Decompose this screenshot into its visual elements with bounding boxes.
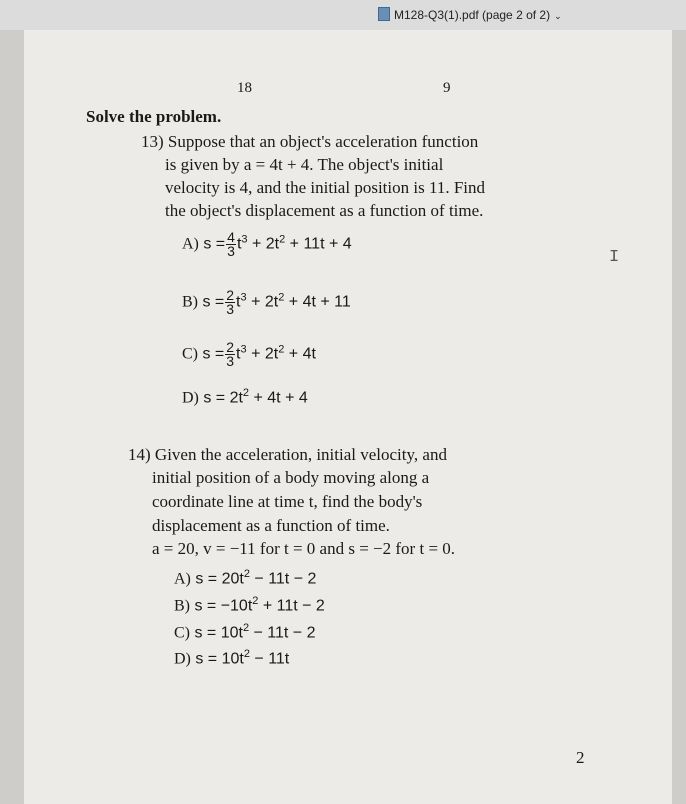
window-titlebar <box>0 0 686 31</box>
option-letter: B) <box>174 597 190 615</box>
q13-option-b: B) s = $\frac{2}{3}$ $t^3 + 2t^2 + 4t + 11$ <box>182 287 351 317</box>
q13-option-c: C) s = $\frac{2}{3}$ $t^3 + 2t^2 + 4t$ <box>182 339 316 369</box>
section-heading: Solve the problem. <box>86 107 222 126</box>
q14-option-a: A) $s = 20t^2 - 11t - 2$ <box>174 568 317 588</box>
option-letter: B) <box>182 293 198 311</box>
prev-page-number-right: 9 <box>443 80 451 96</box>
document-title-text: M128-Q3(1).pdf (page 2 of 2) <box>394 8 551 22</box>
option-letter: C) <box>174 624 190 642</box>
q14-line-2: initial position of a body moving along a <box>152 468 430 487</box>
q14-given: a = 20, v = −11 for t = 0 and s = −2 for t = 0. <box>152 539 456 558</box>
text-cursor-icon: I <box>609 248 620 267</box>
viewer-right-gutter <box>672 30 686 804</box>
q14-line-4: displacement as a function of time. <box>152 516 390 535</box>
viewer-left-gutter <box>0 30 24 804</box>
pdf-page <box>24 30 672 804</box>
fraction: $\frac{4}{3}$ <box>227 229 235 259</box>
q13-option-a: A) s = $\frac{4}{3}$ $t^3 + 2t^2 + 11t + 4$ <box>182 229 352 259</box>
document-title[interactable] <box>378 7 562 22</box>
option-letter: D) <box>174 650 191 668</box>
q14-option-d: D) $s = 10t^2 - 11t$ <box>174 648 290 668</box>
chevron-down-icon[interactable]: ⌄ <box>554 11 562 21</box>
option-letter: D) <box>182 389 199 407</box>
q14-option-b: B) $s = -10t^2 + 11t - 2$ <box>174 595 325 615</box>
q14-line-1: 14) Given the acceleration, initial velocity, and <box>128 445 447 464</box>
fraction: $\frac{2}{3}$ <box>226 339 235 369</box>
pdf-document-icon <box>378 7 390 21</box>
option-letter: A) <box>182 235 199 253</box>
q13-line-4: the object's displacement as a function of time. <box>165 201 484 220</box>
option-letter: C) <box>182 345 198 363</box>
fraction: $\frac{2}{3}$ <box>226 287 235 317</box>
q13-line-2: is given by a = 4t + 4. The object's initial <box>165 155 444 174</box>
page-number: 2 <box>576 748 585 767</box>
q13-line-1: 13) Suppose that an object's acceleration function <box>141 132 479 151</box>
q14-option-c: C) $s = 10t^2 - 11t - 2$ <box>174 622 316 642</box>
option-letter: A) <box>174 570 191 588</box>
q13-option-d: D) $s = 2t^2 + 4t + 4$ <box>182 387 308 407</box>
prev-page-number-left: 18 <box>237 80 252 96</box>
q14-line-3: coordinate line at time t, find the body's <box>152 492 423 511</box>
q13-line-3: velocity is 4, and the initial position is 11. Find <box>165 178 485 197</box>
